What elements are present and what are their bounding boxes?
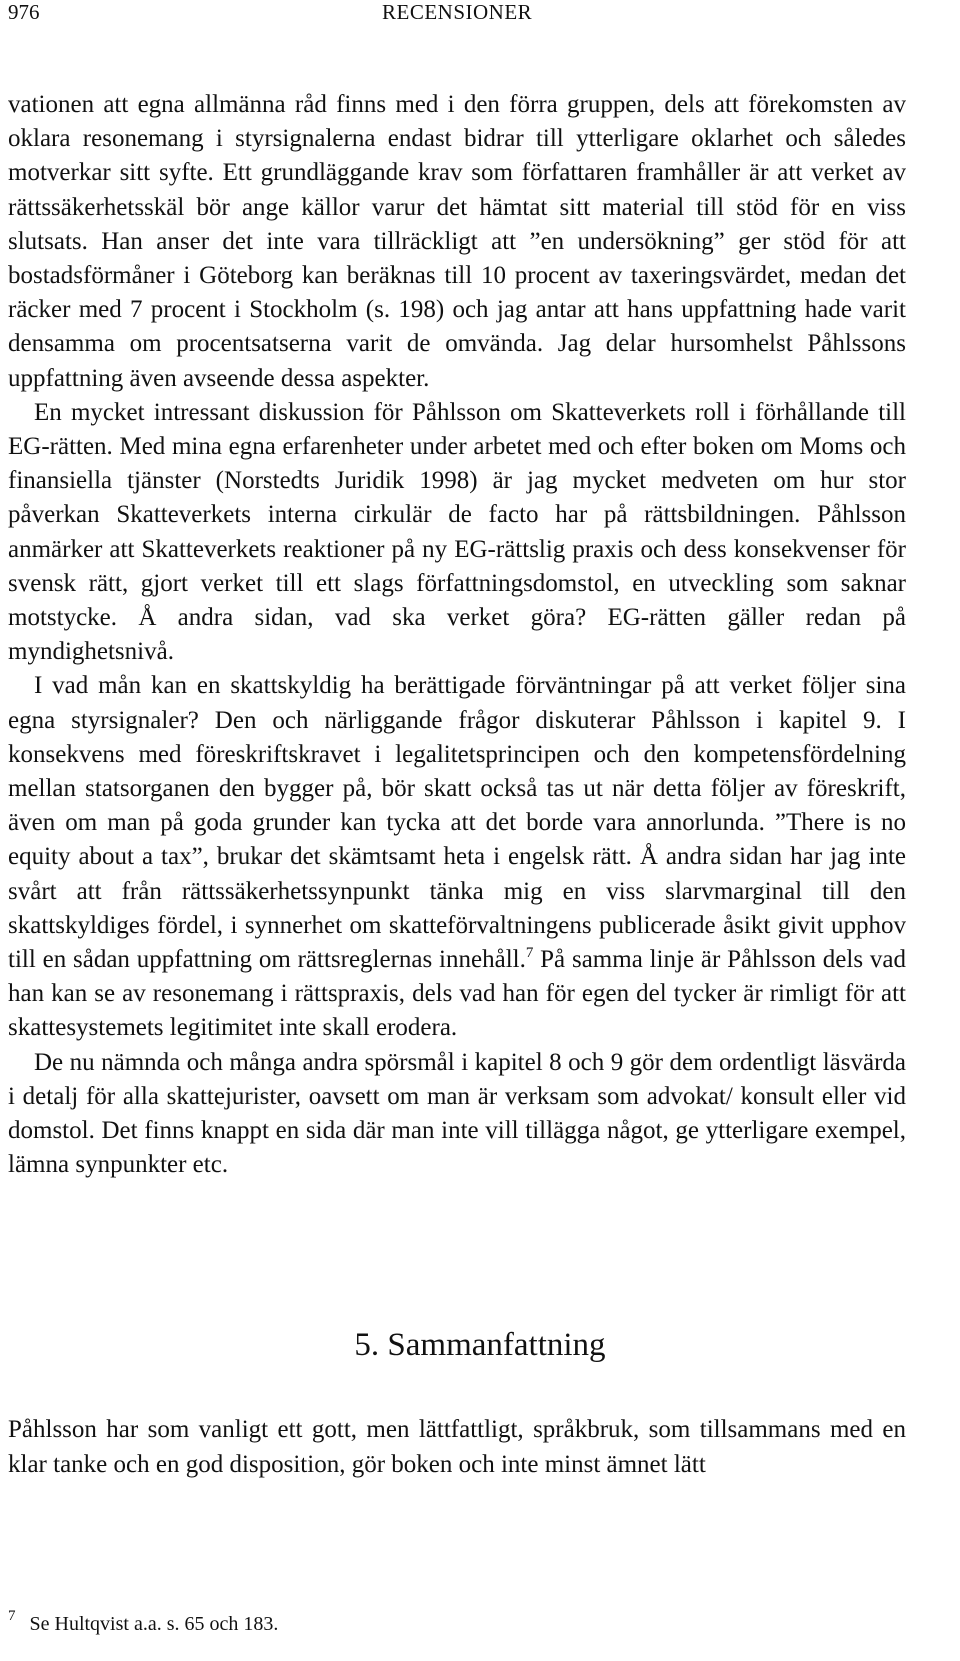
summary-paragraph: Påhlsson har som vanligt ett gott, men lättfattligt, språkbruk, som tillsammans med en klar tanke och en god disposition, gör boken och inte minst ämnet lätt (8, 1416, 906, 1478)
section-heading: 5. Sammanfattning (354, 1327, 606, 1363)
footnote (8, 1608, 906, 1637)
footnote-reference: 7 (525, 945, 534, 962)
page-header (8, 0, 906, 28)
running-head: RECENSIONER (382, 0, 533, 24)
footnote-text: Se Hultqvist a.a. s. 65 och 183. (29, 1613, 279, 1635)
paragraph-3-text-b: På samma linje är Påhlsson dels vad han kan se av resonemang i rättspraxis, dels vad han för egen del tycker är rimligt för att skattesystemets legitimitet inte skall erodera. (8, 946, 906, 1042)
paragraph-4: De nu nämnda och många andra spörsmål i kapitel 8 och 9 gör dem ordentligt läsvärda i detalj för alla skattejurister, oavsett om man är verksam som advokat/ konsult eller vid domstol. Det finns knappt en sida där man inte vill tillägga något, ge ytterligare exempel, lämna synpunkter etc. (8, 1048, 906, 1179)
paragraph-3-text-a: I vad mån kan en skattskyldig ha berättigade förväntningar på att verket följer sina egna styrsignaler? Den och närliggande frågor diskuterar Påhlsson i kapitel 9. I konsekvens med föreskriftskravet i legalitetsprincipen och den kompetensfördelning mellan statsorganen den bygger på, bör skatt också tas ut när detta följer av föreskrift, även om man på goda grunder kan tycka att det borde vara annorlunda. ”There is no equity about a tax”, brukar det skämtsamt heta i engelsk rätt. Å andra sidan har jag inte svårt att från rättssäkerhetssynpunkt tänka mig en viss slarvmarginal till den skattskyldiges fördel, i synnerhet om skatteförvaltningens publicerade åsikt givit upphov till en sådan uppfattning om rättsreglernas innehåll. (8, 672, 906, 974)
paragraph-2: En mycket intressant diskussion för Påhlsson om Skatteverkets roll i förhållande till EG-rätten. Med mina egna erfarenheter under arbetet med och efter boken om Moms och finansiella tjänster (Norstedts Juridik 1998) är jag mycket medveten om hur stor påverkan Skatteverkets interna cirkulär de facto har på rättsbildningen. Påhlsson anmärker att Skatteverkets reaktioner på ny EG-rättslig praxis och dess konsekvenser för svensk rätt, gjort verket till ett slags författningsdomstol, en utveckling som saknar motstycke. Å andra sidan, vad ska verket göra? EG-rätten gäller redan på myndighetsnivå. (8, 398, 906, 666)
paragraph-3 (8, 669, 906, 1045)
review-body (8, 88, 906, 1183)
page-number: 976 (8, 0, 40, 24)
footnote-number: 7 (8, 1608, 16, 1624)
paragraph-1: vationen att egna allmänna råd finns med i den förra gruppen, dels att förekomsten av oklara resonemang i styrsignalerna endast bidrar till ytterligare oklarhet och således motverkar sitt syfte. Ett grundläggande krav som författaren framhåller är att verket av rättssäkerhetsskäl bör ange källor varur det hämtat sitt material till stöd för en viss slutsats. Han anser det inte vara tillräckligt att ”en undersökning” ger stöd för att bostadsförmåner i Göteborg kan beräknas till 10 procent av taxeringsvärdet, medan det räcker med 7 procent i Stockholm (s. 198) och jag antar att hans uppfattning hade varit densamma om procentsatserna varit de omvända. Jag delar hursomhelst Påhlssons uppfattning även avseende dessa aspekter. (8, 91, 906, 392)
